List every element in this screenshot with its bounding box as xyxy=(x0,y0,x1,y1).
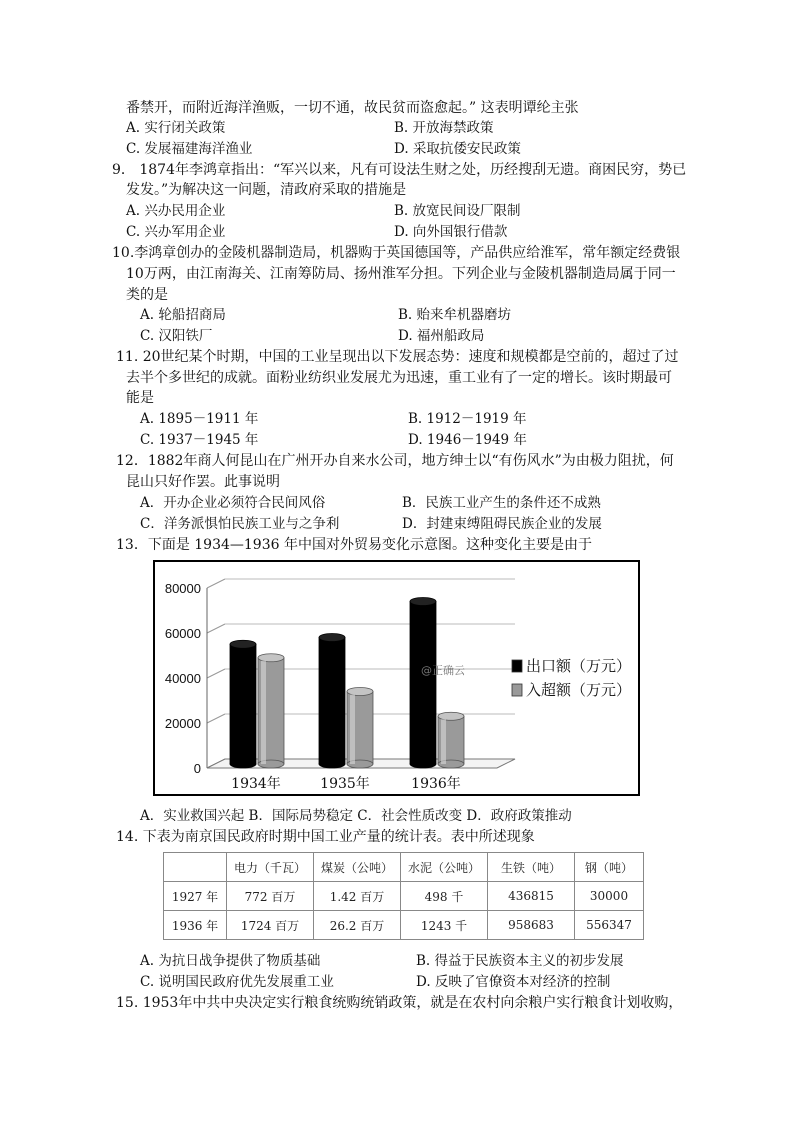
question-9-stem-cont: 发发。”为解决这一问题，清政府采取的措施是 xyxy=(126,182,407,198)
bar-highlight xyxy=(441,719,446,764)
x-tick-label: 1936年 xyxy=(411,776,461,792)
y-tick-label: 80000 xyxy=(164,581,201,596)
question-11-stem-end: 能是 xyxy=(126,390,154,406)
option-12a: A．开办企业必须符合民间风俗 xyxy=(140,495,326,511)
grid-diag xyxy=(207,624,225,633)
table-cell: 498 千 xyxy=(401,882,488,911)
table-header-cell: 钢（吨） xyxy=(575,853,644,882)
watermark-text: @正确云 xyxy=(421,664,465,677)
bar-top xyxy=(258,654,284,662)
option-10d: D. 福州船政局 xyxy=(398,328,485,344)
table-cell: 556347 xyxy=(575,911,644,940)
question-10-stem-cont: 10万两，由江南海关、江南筹防局、扬州淮军分担。下列企业与金陵机器制造局属于同一 xyxy=(126,266,676,282)
table-cell: 30000 xyxy=(575,882,644,911)
table-header-cell xyxy=(164,853,227,882)
option-8b: B. 开放海禁政策 xyxy=(394,120,494,136)
bar-base xyxy=(230,760,256,768)
legend-swatch xyxy=(512,684,522,696)
option-14c: C. 说明国民政府优先发展重工业 xyxy=(140,974,334,990)
bar xyxy=(230,644,256,764)
table-header-cell: 生铁（吨） xyxy=(488,853,575,882)
option-10b: B. 贻来牟机器磨坊 xyxy=(398,307,512,323)
trade-chart-svg xyxy=(155,562,638,794)
bar-top xyxy=(347,688,373,696)
option-9b: B. 放宽民间设厂限制 xyxy=(394,203,521,219)
legend-swatch xyxy=(512,660,522,672)
question-10-stem-end: 类的是 xyxy=(126,287,168,303)
table-row xyxy=(164,911,644,940)
grid-diag xyxy=(207,579,225,588)
table-cell: 1927 年 xyxy=(164,882,227,911)
bar-top xyxy=(319,634,345,642)
table-cell: 1.42 百万 xyxy=(314,882,401,911)
y-tick-label: 40000 xyxy=(164,671,201,686)
table-cell: 436815 xyxy=(488,882,575,911)
y-tick-label: 0 xyxy=(193,761,201,776)
question-9-stem: 9． 1874年李鸿章指出：“军兴以来，凡有可设法生财之处，历经搜刮无遗。商困民穷，势已 xyxy=(112,162,687,178)
table-cell: 26.2 百万 xyxy=(314,911,401,940)
bar-highlight xyxy=(261,661,266,764)
option-14a: A. 为抗日战争提供了物质基础 xyxy=(140,953,321,969)
option-10c: C. 汉阳铁厂 xyxy=(140,328,213,344)
bar xyxy=(410,602,436,765)
bar-top xyxy=(410,598,436,606)
option-8c: C. 发展福建海洋渔业 xyxy=(126,141,253,157)
table-cell: 772 百万 xyxy=(227,882,314,911)
table-row xyxy=(164,882,644,911)
bar-base xyxy=(319,760,345,768)
question-15-stem: 15. 1953年中共中央决定实行粮食统购统销政策，就是在农村向余粮户实行粮食计划收购， xyxy=(116,995,683,1011)
x-tick-label: 1935年 xyxy=(320,776,370,792)
option-12b: B．民族工业产生的条件还不成熟 xyxy=(402,495,601,511)
legend-label: 入超额（万元） xyxy=(526,681,632,699)
option-12d: D．封建束缚阻碍民族企业的发展 xyxy=(402,516,602,532)
grid-diag xyxy=(207,714,225,723)
option-11b: B. 1912－1919 年 xyxy=(408,411,527,427)
trade-chart xyxy=(153,560,640,796)
grid-diag xyxy=(207,669,225,678)
legend-label: 出口额（万元） xyxy=(526,657,632,675)
option-14d: D. 反映了官僚资本对经济的控制 xyxy=(416,974,611,990)
option-11a: A. 1895－1911 年 xyxy=(140,411,259,427)
question-14-stem: 14. 下表为南京国民政府时期中国工业产量的统计表。表中所述现象 xyxy=(116,829,535,845)
table-header-cell: 煤炭（公吨） xyxy=(314,853,401,882)
x-tick-label: 1934年 xyxy=(231,776,281,792)
y-tick-label: 20000 xyxy=(164,716,201,731)
option-8d: D. 采取抗倭安民政策 xyxy=(394,141,521,157)
bar-top xyxy=(438,712,464,720)
question-13-options: A．实业救国兴起 B．国际局势稳定 C．社会性质改变 D．政府政策推动 xyxy=(140,808,572,824)
option-9d: D. 向外国银行借款 xyxy=(394,224,508,240)
bar-highlight xyxy=(350,695,355,765)
question-11-stem-cont: 去半个多世纪的成就。面粉业纺织业发展尤为迅速，重工业有了一定的增长。该时期最可 xyxy=(126,370,672,386)
table-cell: 1243 千 xyxy=(401,911,488,940)
bar-base xyxy=(410,760,436,768)
question-11-stem: 11. 20世纪某个时期，中国的工业呈现出以下发展态势：速度和规模都是空前的，超过了过 xyxy=(116,349,679,365)
option-11c: C. 1937－1945 年 xyxy=(140,432,259,448)
question-8-stem-tail: 番禁开，而附近海洋渔贩，一切不通，故民贫而盗愈起。” 这表明谭纶主张 xyxy=(126,100,579,116)
question-12-stem-cont: 昆山只好作罢。此事说明 xyxy=(126,474,280,490)
table-header-row xyxy=(164,853,644,882)
question-10-stem: 10.李鸿章创办的金陵机器制造局，机器购于英国德国等，产品供应给淮军，常年额定经费银 xyxy=(112,245,681,261)
bar-top xyxy=(230,640,256,648)
table-header-cell: 水泥（公吨） xyxy=(401,853,488,882)
option-11d: D. 1946－1949 年 xyxy=(408,432,527,448)
table-header-cell: 电力（千瓦） xyxy=(227,853,314,882)
option-10a: A. 轮船招商局 xyxy=(140,307,226,323)
table-cell: 958683 xyxy=(488,911,575,940)
option-12c: C．洋务派惧怕民族工业与之争利 xyxy=(140,516,340,532)
table-cell: 1724 百万 xyxy=(227,911,314,940)
option-14b: B. 得益于民族资本主义的初步发展 xyxy=(416,953,624,969)
option-9c: C. 兴办军用企业 xyxy=(126,224,226,240)
table-cell: 1936 年 xyxy=(164,911,227,940)
y-tick-label: 60000 xyxy=(164,626,201,641)
option-8a: A. 实行闭关政策 xyxy=(126,120,226,136)
option-9a: A. 兴办民用企业 xyxy=(126,203,226,219)
question-13-stem: 13．下面是 1934—1936 年中国对外贸易变化示意图。这种变化主要是由于 xyxy=(116,537,592,553)
bar xyxy=(319,638,345,765)
question-12-stem: 12．1882年商人何昆山在广州开办自来水公司，地方绅士以“有伤风水”为由极力阻扰，何 xyxy=(116,453,674,469)
industry-output-table xyxy=(163,852,644,940)
